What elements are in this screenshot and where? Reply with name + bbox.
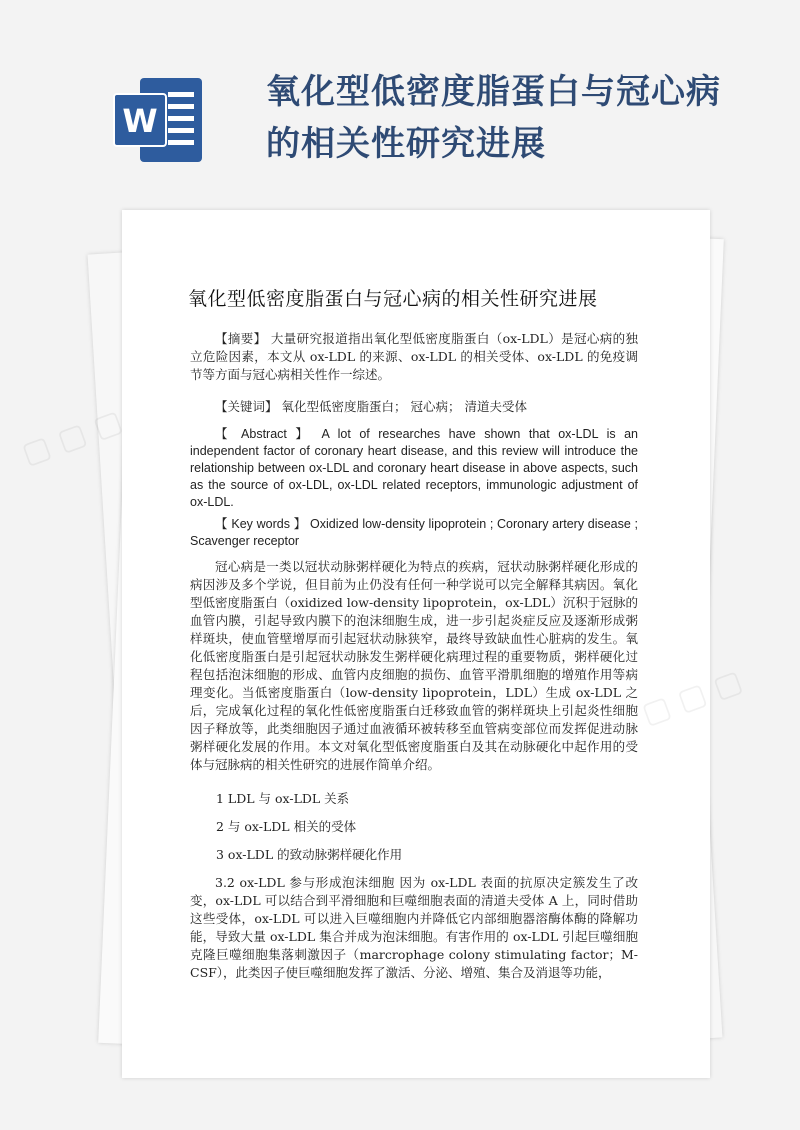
watermark-decoration: ▢ ▢ ▢	[17, 403, 127, 472]
document-title: 氧化型低密度脂蛋白与冠心病的相关性研究进展	[188, 288, 598, 310]
abstract-cn	[190, 330, 638, 384]
keywords-en-text: Oxidized low-density lipoprotein ; Coronary artery disease ; Scavenger receptor	[190, 517, 638, 548]
header-title: 氧化型低密度脂蛋白与冠心病的相关性研究进展	[266, 72, 721, 164]
word-document-icon	[110, 72, 206, 168]
header	[0, 0, 800, 200]
watermark-decoration: ▢	[708, 663, 747, 706]
keywords-cn	[190, 398, 638, 416]
abstract-cn-text: 大量研究报道指出氧化型低密度脂蛋白（ox-LDL）是冠心病的独立危险因素，本文从 ox-LDL 的来源、ox-LDL 的相关受体、ox-LDL 的免疫调节等方面与冠心病相关性作一综述。	[190, 331, 638, 382]
section-1-heading: 1 LDL 与 ox-LDL 关系	[216, 791, 350, 806]
keywords-cn-label: 【关键词】	[215, 399, 278, 414]
section-3-heading: 3 ox-LDL 的致动脉粥样硬化作用	[216, 847, 403, 862]
body-paragraph: 冠心病是一类以冠状动脉粥样硬化为特点的疾病，冠状动脉粥样硬化形成的病因涉及多个学说，但目前为止仍没有任何一种学说可以完全解释其病因。氧化型低密度脂蛋白（oxidized low-density lipoprotein，ox-LDL）沉积于冠脉的血管内膜，引起导致内膜下的泡沫细胞生成，进一步引起炎症反应及逐渐形成粥样斑块，使血管壁增厚而引起冠状动脉狭窄，最终导致缺血性心脏病的发生。氧化低密度脂蛋白是引起冠状动脉发生粥样硬化病理过程的重要物质，粥样硬化过程包括泡沫细胞的形成、血管内皮细胞的损伤、血管平滑肌细胞的增殖作用等病理变化。当低密度脂蛋白（low-density lipoprotein，LDL）生成 ox-LDL 之后，完成氧化过程的氧化性低密度脂蛋白迁移致血管的粥样斑块上引起炎性细胞因子释放等，此类细胞因子通过血液循环被转移至血管病变部位而发挥促进动脉粥样硬化发展的作用。本文对氧化型低密度脂蛋白及其在动脉硬化中起作用的受体与冠脉病的相关性研究的进展作简单介绍。	[190, 559, 638, 772]
abstract-en-text: A lot of researches have shown that ox-LDL is an independent factor of coronary heart disease, and this review will introduce the relationship between ox-LDL and coronary heart disease in above aspects, such as the source of ox-LDL, ox-LDL related receptors, immunologic adjustment of ox-LDL.	[190, 427, 639, 509]
section-2-heading: 2 与 ox-LDL 相关的受体	[216, 819, 357, 834]
keywords-en-label: 【 Key words 】	[215, 517, 307, 531]
document-page	[122, 210, 710, 1078]
abstract-cn-label: 【摘要】	[215, 331, 267, 346]
abstract-en	[190, 426, 638, 511]
keywords-cn-text: 氧化型低密度脂蛋白； 冠心病； 清道夫受体	[281, 399, 527, 414]
keywords-en	[190, 516, 638, 550]
abstract-en-label: 【 Abstract 】	[215, 427, 313, 441]
section-3-2-paragraph: 3.2 ox-LDL 参与形成泡沫细胞 因为 ox-LDL 表面的抗原决定簇发生了改变，ox-LDL 可以结合到平滑细胞和巨噬细胞表面的清道夫受体 A 上，同时借助这些受体，ox-LDL 可以进入巨噬细胞内并降低它内部细胞器溶酶体酶的降解功能，导致大量 ox-LDL 集合并成为泡沫细胞。有害作用的 ox-LDL 引起巨噬细胞克隆巨噬细胞集落刺激因子（marcrophage colony stimulating factor；M-CSF），此类因子使巨噬细胞发挥了激活、分泌、增殖、集合及消退等功能，	[190, 875, 638, 980]
word-icon-letter: W	[122, 102, 158, 140]
